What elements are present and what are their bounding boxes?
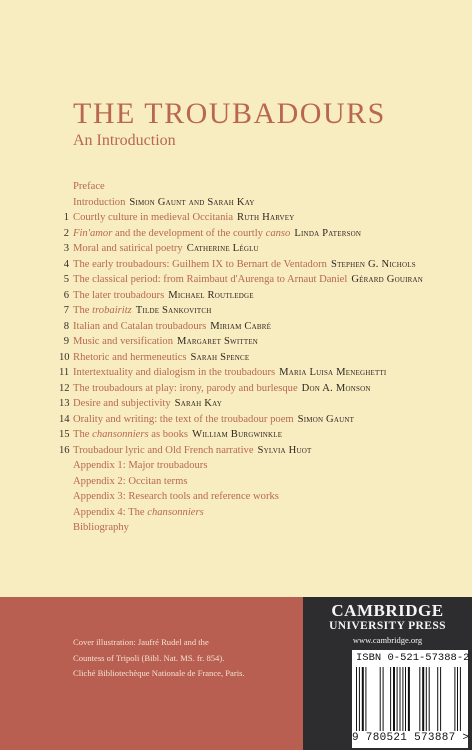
toc-entry <box>0 412 472 428</box>
toc-entry-text <box>73 412 354 428</box>
toc-title: Music and versification <box>73 336 174 347</box>
credit-line: Cover illustration: Jaufré Rudel and the <box>73 637 209 647</box>
toc-entry <box>0 179 472 195</box>
toc-entry-text <box>73 427 282 443</box>
book-title: THE TROUBADOURS <box>73 97 386 130</box>
toc-entry <box>0 365 472 381</box>
toc-title <box>73 228 290 239</box>
toc-entry <box>0 443 472 459</box>
toc-author: Simon Gaunt and Sarah Kay <box>129 196 255 208</box>
toc-title: Preface <box>73 181 105 192</box>
toc-author: Miriam Cabré <box>210 320 272 332</box>
credit-line: Cliché Bibliotechèque Nationale de France, Paris. <box>73 668 245 678</box>
toc-author: Sylvia Huot <box>257 444 312 456</box>
toc-entry-text <box>73 210 295 226</box>
cover-illustration-panel <box>0 597 303 750</box>
toc-title-part: as books <box>148 429 189 440</box>
toc-author: Margaret Switten <box>177 336 259 347</box>
toc-author: Don A. Monson <box>301 382 371 394</box>
toc-entry-text <box>73 257 416 273</box>
toc-number: 15 <box>59 429 70 440</box>
toc-entry-text <box>73 505 204 521</box>
toc-title-part: chansonniers <box>147 506 204 518</box>
toc-number: 12 <box>59 382 70 394</box>
toc-entry-text <box>73 458 207 474</box>
toc-title: Appendix 3: Research tools and reference works <box>73 491 279 502</box>
table-of-contents <box>0 179 472 536</box>
toc-entry <box>0 226 472 242</box>
toc-title: Rhetoric and hermeneutics <box>73 351 187 363</box>
toc-entry <box>0 257 472 273</box>
toc-title: Orality and writing: the text of the troubadour poem <box>73 413 294 425</box>
toc-entry <box>0 381 472 397</box>
toc-author: Michael Routledge <box>168 289 254 301</box>
toc-number: 7 <box>63 305 69 316</box>
toc-title: Intertextuality and dialogism in the troubadours <box>73 367 276 378</box>
toc-entry <box>0 195 472 211</box>
toc-number: 16 <box>59 444 70 456</box>
toc-title-part: and the development of the courtly <box>112 227 266 239</box>
toc-entry-text <box>73 303 212 319</box>
toc-title: Desire and subjectivity <box>73 398 171 409</box>
toc-title: Troubadour lyric and Old French narrative <box>73 444 254 456</box>
toc-author: Maria Luisa Meneghetti <box>279 367 387 378</box>
barcode-icon <box>356 667 466 731</box>
toc-entry-text <box>73 226 361 242</box>
toc-title: Courtly culture in medieval Occitania <box>73 212 234 223</box>
toc-title: Bibliography <box>73 522 129 533</box>
toc-title-part: chansonniers <box>92 429 149 440</box>
toc-entry-text <box>73 272 423 288</box>
toc-title: The later troubadours <box>73 289 165 301</box>
book-subtitle: An Introduction <box>73 132 176 149</box>
toc-number: 9 <box>63 336 69 347</box>
credit-line: Countess of Tripoli (Bibl. Nat. MS. fr. 854). <box>73 652 225 663</box>
cover-illustration-credit <box>73 635 283 682</box>
toc-entry-text <box>73 195 255 211</box>
toc-title <box>73 305 132 316</box>
toc-title-part: trobairitz <box>92 305 132 316</box>
publisher-panel <box>303 597 472 750</box>
toc-author: Sarah Spence <box>190 351 250 363</box>
toc-author: Simon Gaunt <box>297 413 355 425</box>
barcode-digits: 9 780521 573887 > <box>352 732 470 744</box>
toc-entry <box>0 350 472 366</box>
toc-entry-text <box>73 381 371 397</box>
toc-title-part: Appendix 4: The <box>73 506 148 518</box>
toc-entry-text <box>73 179 105 195</box>
toc-number: 2 <box>63 227 69 239</box>
isbn-label: ISBN 0-521-57388-2 <box>356 652 470 664</box>
toc-number: 5 <box>63 274 69 285</box>
toc-title: Appendix 1: Major troubadours <box>73 460 208 471</box>
toc-entry <box>0 241 472 257</box>
toc-author: Stephen G. Nichols <box>330 258 416 270</box>
toc-title: Introduction <box>73 196 126 208</box>
publisher-website: www.cambridge.org <box>352 635 423 645</box>
toc-entry <box>0 489 472 505</box>
toc-title: Appendix 2: Occitan terms <box>73 475 188 487</box>
toc-entry <box>0 474 472 490</box>
toc-entry <box>0 210 472 226</box>
toc-number: 6 <box>63 289 69 301</box>
toc-entry-text <box>73 365 386 381</box>
toc-entry-text <box>73 288 254 304</box>
toc-entry-text <box>73 489 279 505</box>
toc-number: 4 <box>63 258 69 270</box>
toc-title: Moral and satirical poetry <box>73 243 183 254</box>
toc-entry-text <box>73 319 271 335</box>
toc-author: Sarah Kay <box>174 398 222 409</box>
toc-entry-text <box>73 474 187 490</box>
toc-entry <box>0 396 472 412</box>
toc-entry <box>0 272 472 288</box>
toc-entry <box>0 427 472 443</box>
toc-entry-text <box>73 396 222 412</box>
toc-entry <box>0 458 472 474</box>
toc-number: 11 <box>59 367 70 378</box>
toc-title-part: The <box>73 429 93 440</box>
toc-title <box>73 429 188 440</box>
toc-author: Catherine Léglu <box>186 243 259 254</box>
toc-entry <box>0 288 472 304</box>
toc-author: William Burgwinkle <box>192 429 283 440</box>
toc-title-part: The <box>73 305 93 316</box>
toc-title: Italian and Catalan troubadours <box>73 320 207 332</box>
toc-entry <box>0 520 472 536</box>
toc-title-part: canso <box>265 227 291 239</box>
toc-title-part: Fin'amor <box>73 227 113 239</box>
toc-title: The troubadours at play: irony, parody and burlesque <box>73 382 298 394</box>
toc-number: 3 <box>63 243 69 254</box>
toc-author: Tilde Sankovitch <box>135 305 212 316</box>
toc-entry <box>0 319 472 335</box>
toc-author: Linda Paterson <box>294 227 362 239</box>
barcode-box <box>352 650 468 748</box>
publisher-name: CAMBRIDGE <box>331 601 444 620</box>
toc-number: 13 <box>59 398 70 409</box>
toc-title: The early troubadours: Guilhem IX to Bernart de Ventadorn <box>73 258 327 270</box>
toc-entry <box>0 334 472 350</box>
toc-entry <box>0 303 472 319</box>
publisher-name-line2: UNIVERSITY PRESS <box>329 620 446 632</box>
toc-title: The classical period: from Raimbaut d'Aurenga to Arnaut Daniel <box>73 274 348 285</box>
toc-title <box>73 507 204 518</box>
toc-entry-text <box>73 334 258 350</box>
toc-entry-text <box>73 241 259 257</box>
toc-entry-text <box>73 520 129 536</box>
toc-number: 1 <box>63 212 69 223</box>
toc-entry <box>0 505 472 521</box>
toc-number: 8 <box>63 320 69 332</box>
toc-author: Gérard Gouiran <box>351 274 424 285</box>
toc-entry-text <box>73 350 249 366</box>
toc-number: 14 <box>59 413 70 425</box>
toc-number: 10 <box>59 351 70 363</box>
toc-author: Ruth Harvey <box>237 212 295 223</box>
toc-entry-text <box>73 443 311 459</box>
